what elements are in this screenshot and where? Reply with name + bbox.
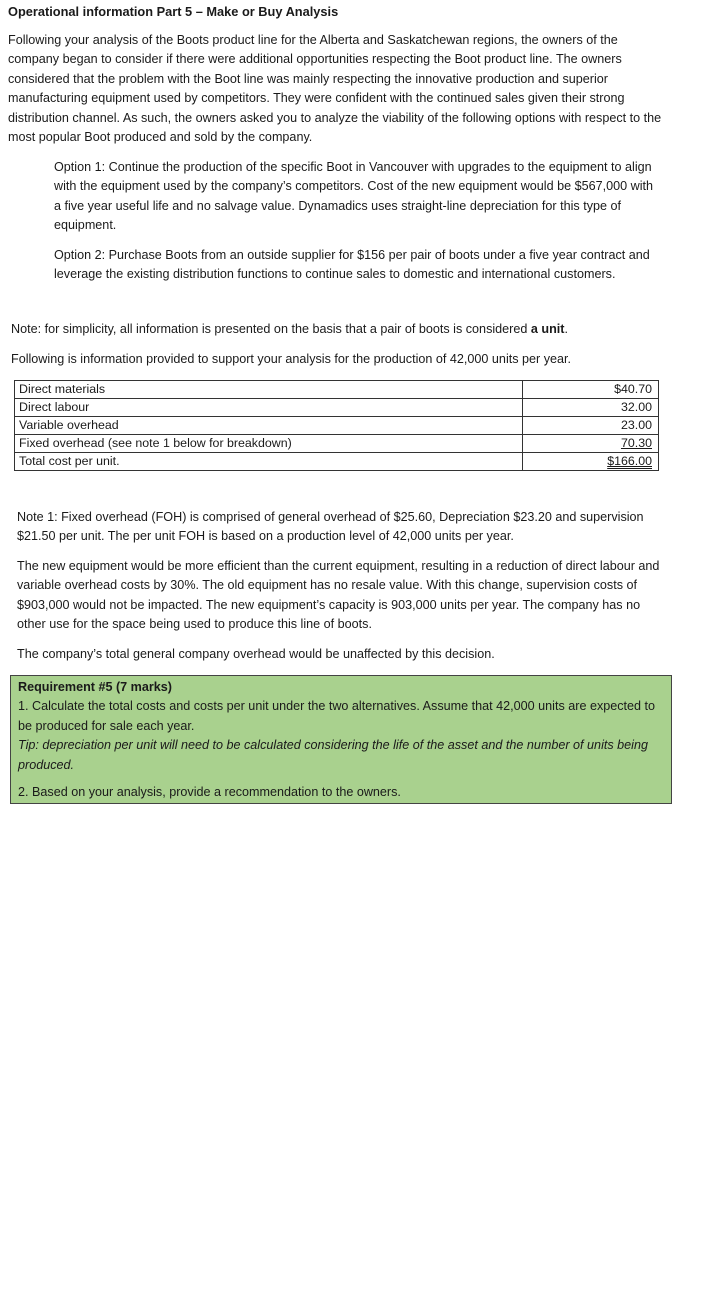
cost-amount bbox=[523, 453, 659, 471]
cost-per-unit-table bbox=[14, 380, 659, 471]
cost-label: Total cost per unit. bbox=[15, 453, 523, 471]
requirement-tip: Tip: depreciation per unit will need to be calculated considering the life of the asset and the number of units being produced. bbox=[18, 738, 648, 772]
cost-label: Fixed overhead (see note 1 below for breakdown) bbox=[15, 435, 523, 453]
option-1-paragraph: Option 1: Continue the production of the specific Boot in Vancouver with upgrades to the equipment to align with the equipment used by the company’s competitors. Cost of the new equipment would be $567,000 with a five year useful life and no salvage value. Dynamadics uses straight-line depreciation for this type of equipment. bbox=[54, 160, 654, 233]
cost-label: Variable overhead bbox=[15, 417, 523, 435]
new-equipment-paragraph: The new equipment would be more efficient than the current equipment, resulting in a reduction of direct labour and variable overhead costs by 30%. The old equipment has no resale value. With this change, supervision costs of $903,000 would not be impacted. The new equipment’s capacity is 903,000 units per year. The company has no other use for the space being used to produce this line of boots. bbox=[17, 559, 660, 632]
table-row bbox=[15, 381, 659, 399]
fixed-overhead-amount: 70.30 bbox=[620, 436, 652, 450]
table-row bbox=[15, 453, 659, 471]
cost-amount: 32.00 bbox=[523, 399, 659, 417]
table-row bbox=[15, 435, 659, 453]
cost-amount: 23.00 bbox=[523, 417, 659, 435]
total-cost-amount: $166.00 bbox=[607, 454, 652, 468]
requirement-box bbox=[10, 675, 672, 804]
option-2-paragraph: Option 2: Purchase Boots from an outside supplier for $156 per pair of boots under a five year contract and leverage the existing distribution functions to continue sales to domestic and international customers. bbox=[54, 248, 650, 282]
unit-note-bold: a unit bbox=[530, 322, 565, 336]
general-overhead-paragraph: The company’s total general company overhead would be unaffected by this decision. bbox=[17, 647, 495, 661]
intro-paragraph: Following your analysis of the Boots product line for the Alberta and Saskatchewan regions, the owners of the company began to consider if there were additional opportunities respecting the Boot product line. The owners considered that the problem with the Boot line was mainly respecting the innovative production and superior manufacturing equipment used by competitors. They were confident with the continued sales given their strong distribution channel. As such, the owners asked you to analyze the viability of the following options with respect to the most popular Boot produced and sold by the company. bbox=[8, 33, 662, 145]
cost-label: Direct materials bbox=[15, 381, 523, 399]
table-row bbox=[15, 399, 659, 417]
requirement-item-2: 2. Based on your analysis, provide a recommendation to the owners. bbox=[18, 785, 401, 800]
unit-note-text: Note: for simplicity, all information is presented on the basis that a pair of boots is considered bbox=[11, 322, 528, 336]
unit-note bbox=[11, 320, 568, 339]
requirement-title: Requirement #5 (7 marks) bbox=[18, 680, 172, 694]
cost-label: Direct labour bbox=[15, 399, 523, 417]
fixed-overhead-note: Note 1: Fixed overhead (FOH) is comprised of general overhead of $25.60, Depreciation $23.20 and supervision $21.50 per unit. The per unit FOH is based on a production level of 42,000 units per year. bbox=[17, 510, 644, 544]
requirement-item-1: 1. Calculate the total costs and costs per unit under the two alternatives. Assume that 42,000 units are expected to be produced for sale each year. bbox=[18, 699, 656, 733]
unit-note-end: . bbox=[564, 322, 568, 336]
following-info: Following is information provided to support your analysis for the production of 42,000 units per year. bbox=[11, 352, 572, 366]
cost-amount: $40.70 bbox=[523, 381, 659, 399]
table-row bbox=[15, 417, 659, 435]
cost-amount bbox=[523, 435, 659, 453]
document-title: Operational information Part 5 – Make or Buy Analysis bbox=[8, 4, 339, 19]
